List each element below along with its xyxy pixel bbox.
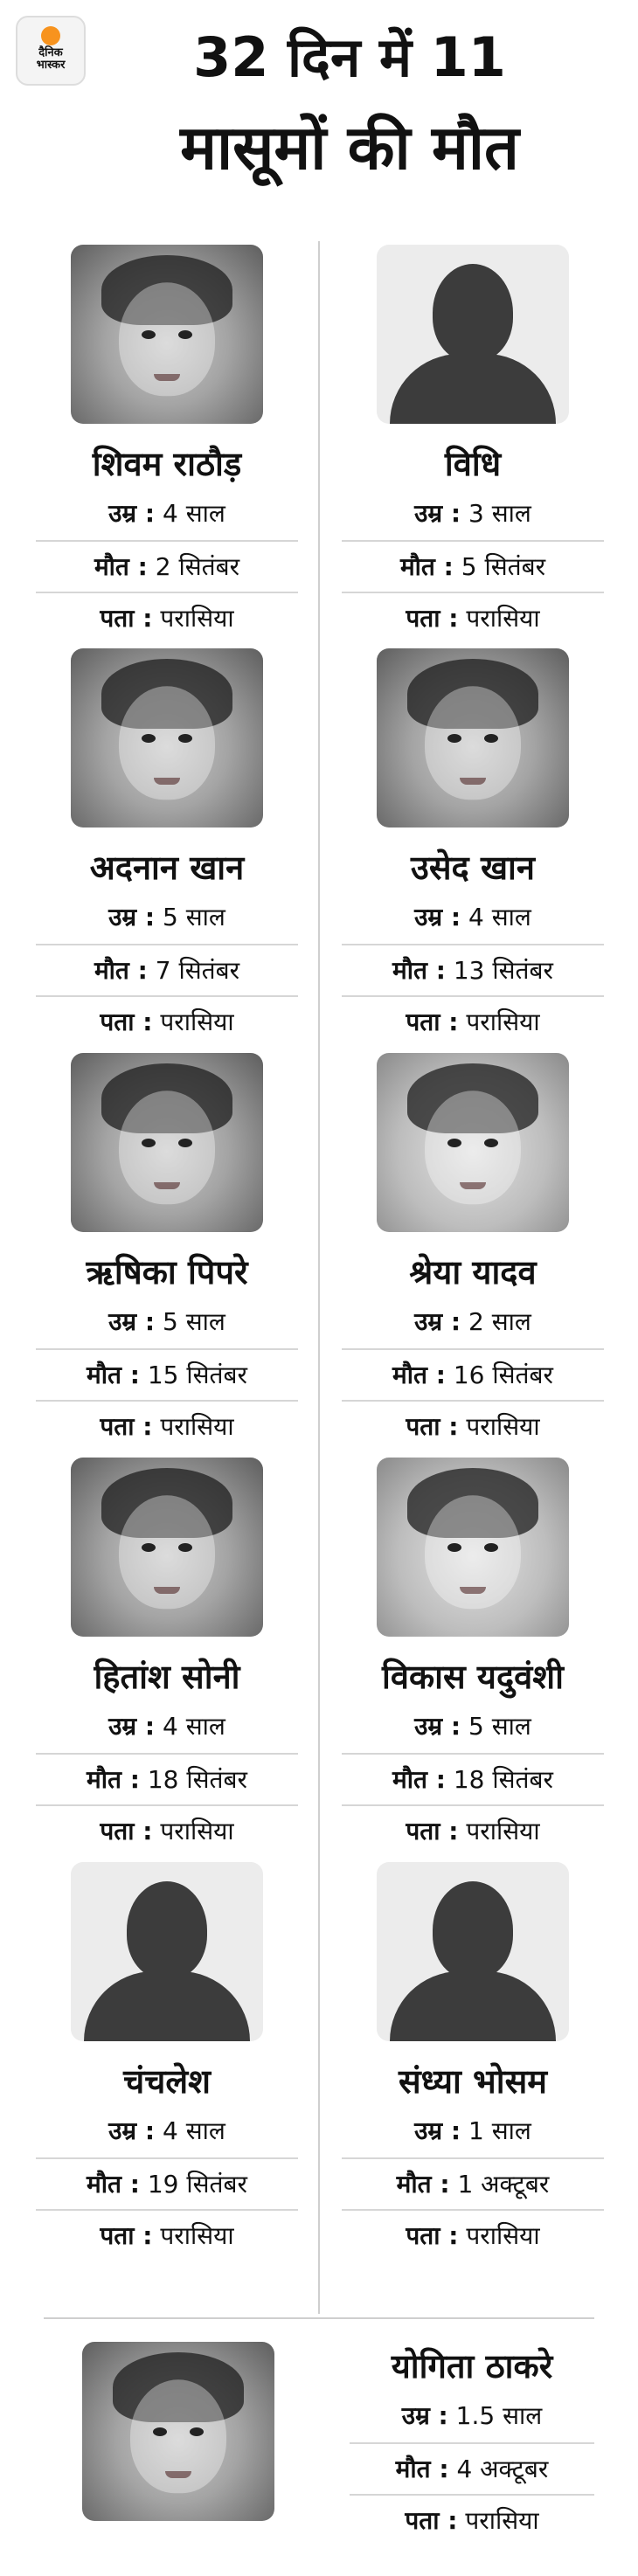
death-value: 1 अक्टूबर [457, 2170, 550, 2199]
child-card-10 [342, 1862, 604, 2261]
child-photo [377, 1458, 569, 1637]
child-photo [82, 2342, 274, 2521]
death-value: 5 सितंबर [461, 552, 546, 581]
age-label: उम्र : [414, 2116, 461, 2145]
silhouette-head-icon [433, 1881, 513, 1979]
age-value: 2 साल [468, 1307, 531, 1336]
address-row [342, 2209, 604, 2261]
child-card-3 [36, 648, 298, 1047]
address-label: पता : [100, 2221, 153, 2250]
child-name: संध्या भोसम [398, 2062, 548, 2101]
silhouette-placeholder [377, 245, 569, 424]
address-label: पता : [406, 604, 459, 633]
child-name: ऋषिका पिपरे [86, 1253, 248, 1291]
mouth-shape [460, 1587, 486, 1594]
mouth-shape [154, 778, 180, 785]
death-value: 4 अक्टूबर [456, 2455, 549, 2483]
age-label: उम्र : [414, 1307, 461, 1336]
age-value: 1 साल [468, 2116, 531, 2145]
child-card-4 [342, 648, 604, 1047]
death-row [342, 944, 604, 995]
age-value: 4 साल [163, 2116, 225, 2145]
age-label: उम्र : [401, 2401, 448, 2430]
address-row [36, 1804, 298, 1856]
child-name: चंचलेश [123, 2062, 211, 2101]
child-name: शिवम राठौड़ [92, 445, 242, 483]
headline-line1: 32 दिन में 11 [193, 25, 506, 89]
address-value: परासिया [160, 1008, 234, 1036]
address-value: परासिया [466, 604, 540, 633]
child-name: उसेद खान [411, 848, 535, 887]
age-row [36, 2106, 298, 2157]
age-row [36, 1297, 298, 1348]
address-value: परासिया [160, 1412, 234, 1441]
child-photo [71, 1458, 263, 1637]
mouth-shape [460, 1182, 486, 1189]
address-row [342, 1804, 604, 1856]
age-value: 5 साल [468, 1712, 531, 1741]
age-label: उम्र : [108, 903, 156, 931]
age-row [342, 1297, 604, 1348]
age-value: 4 साल [163, 499, 225, 528]
silhouette-head-icon [433, 264, 513, 362]
death-value: 13 सितंबर [453, 956, 553, 985]
child-name: अदनान खान [89, 848, 245, 887]
death-row [36, 944, 298, 995]
age-label: उम्र : [108, 1307, 156, 1336]
silhouette-placeholder [377, 1862, 569, 2041]
age-row [342, 2106, 604, 2157]
address-label: पता : [406, 1817, 459, 1845]
age-value: 5 साल [163, 903, 225, 931]
death-value: 19 सितंबर [147, 2170, 247, 2199]
age-label: उम्र : [108, 1712, 156, 1741]
death-row [342, 1753, 604, 1804]
address-row [36, 1400, 298, 1451]
address-label: पता : [406, 1412, 459, 1441]
mouth-shape [154, 1182, 180, 1189]
age-value: 4 साल [163, 1712, 225, 1741]
address-label: पता : [100, 1817, 153, 1845]
child-card-2 [342, 245, 604, 643]
child-name: योगिता ठाकरे [391, 2347, 553, 2386]
age-label: उम्र : [414, 1712, 461, 1741]
address-label: पता : [100, 1008, 153, 1036]
death-value: 2 सितंबर [155, 552, 240, 581]
silhouette-body-icon [390, 1971, 556, 2041]
death-value: 18 सितंबर [147, 1765, 247, 1794]
child-info [350, 2342, 594, 2545]
age-label: उम्र : [108, 2116, 156, 2145]
death-row [342, 2157, 604, 2209]
row-divider [44, 2317, 594, 2319]
column-divider [318, 241, 320, 2314]
address-value: परासिया [465, 2506, 539, 2535]
child-card-9 [36, 1862, 298, 2261]
child-card-8 [342, 1458, 604, 1856]
child-photo [71, 1053, 263, 1232]
death-label: मौत : [87, 1361, 140, 1389]
death-row [36, 1753, 298, 1804]
child-name: श्रेया यादव [409, 1253, 537, 1291]
child-name: विकास यदुवंशी [382, 1658, 564, 1696]
age-label: उम्र : [414, 903, 461, 931]
child-card-7 [36, 1458, 298, 1856]
silhouette-placeholder [71, 1862, 263, 2041]
age-row [350, 2391, 594, 2442]
death-value: 15 सितंबर [147, 1361, 247, 1389]
death-row [36, 2157, 298, 2209]
silhouette-body-icon [390, 354, 556, 424]
address-label: पता : [100, 1412, 153, 1441]
death-value: 18 सितंबर [453, 1765, 553, 1794]
child-card-5 [36, 1053, 298, 1451]
death-label: मौत : [94, 956, 148, 985]
age-row [342, 488, 604, 540]
death-row [342, 540, 604, 592]
address-label: पता : [405, 2506, 458, 2535]
address-row [342, 995, 604, 1047]
age-value: 1.5 साल [455, 2401, 543, 2430]
header [0, 0, 638, 218]
death-row [36, 1348, 298, 1400]
age-value: 4 साल [468, 903, 531, 931]
address-value: परासिया [160, 2221, 234, 2250]
address-row [36, 995, 298, 1047]
death-label: मौत : [399, 552, 454, 581]
address-value: परासिया [466, 1412, 540, 1441]
death-label: मौत : [396, 2170, 450, 2199]
death-value: 16 सितंबर [453, 1361, 553, 1389]
child-name: विधि [444, 445, 502, 483]
address-value: परासिया [466, 2221, 540, 2250]
logo-line1: दैनिक [38, 46, 63, 59]
child-photo [71, 648, 263, 828]
address-row [342, 1400, 604, 1451]
death-row [36, 540, 298, 592]
address-row [36, 2209, 298, 2261]
address-value: परासिया [466, 1008, 540, 1036]
address-label: पता : [100, 604, 153, 633]
death-label: मौत : [392, 1765, 446, 1794]
headline-line2: मासूमों की मौत [180, 112, 519, 184]
age-row [36, 892, 298, 944]
silhouette-body-icon [84, 1971, 250, 2041]
age-value: 5 साल [163, 1307, 225, 1336]
address-value: परासिया [160, 1817, 234, 1845]
address-label: पता : [406, 2221, 459, 2250]
age-row [342, 892, 604, 944]
address-value: परासिया [160, 604, 234, 633]
age-label: उम्र : [414, 499, 461, 528]
age-row [36, 488, 298, 540]
child-card-11 [44, 2324, 594, 2560]
address-label: पता : [406, 1008, 459, 1036]
address-row [36, 592, 298, 643]
death-row [350, 2442, 594, 2494]
child-photo [377, 1053, 569, 1232]
death-label: मौत : [395, 2455, 449, 2483]
mouth-shape [460, 778, 486, 785]
address-value: परासिया [466, 1817, 540, 1845]
death-value: 7 सितंबर [155, 956, 240, 985]
age-row [342, 1701, 604, 1753]
silhouette-head-icon [127, 1881, 207, 1979]
age-value: 3 साल [468, 499, 531, 528]
logo-line2: भास्कर [36, 59, 66, 72]
death-label: मौत : [392, 1361, 446, 1389]
address-row [342, 592, 604, 643]
death-row [342, 1348, 604, 1400]
child-card-6 [342, 1053, 604, 1451]
age-row [36, 1701, 298, 1753]
mouth-shape [154, 1587, 180, 1594]
death-label: मौत : [87, 2170, 140, 2199]
mouth-shape [154, 374, 180, 381]
age-label: उम्र : [108, 499, 156, 528]
mouth-shape [165, 2471, 191, 2478]
death-label: मौत : [392, 956, 446, 985]
child-name: हितांश सोनी [94, 1658, 240, 1696]
death-label: मौत : [94, 552, 148, 581]
death-label: मौत : [87, 1765, 140, 1794]
address-row [350, 2494, 594, 2545]
child-card-1 [36, 245, 298, 643]
child-photo [71, 245, 263, 424]
child-photo [377, 648, 569, 828]
